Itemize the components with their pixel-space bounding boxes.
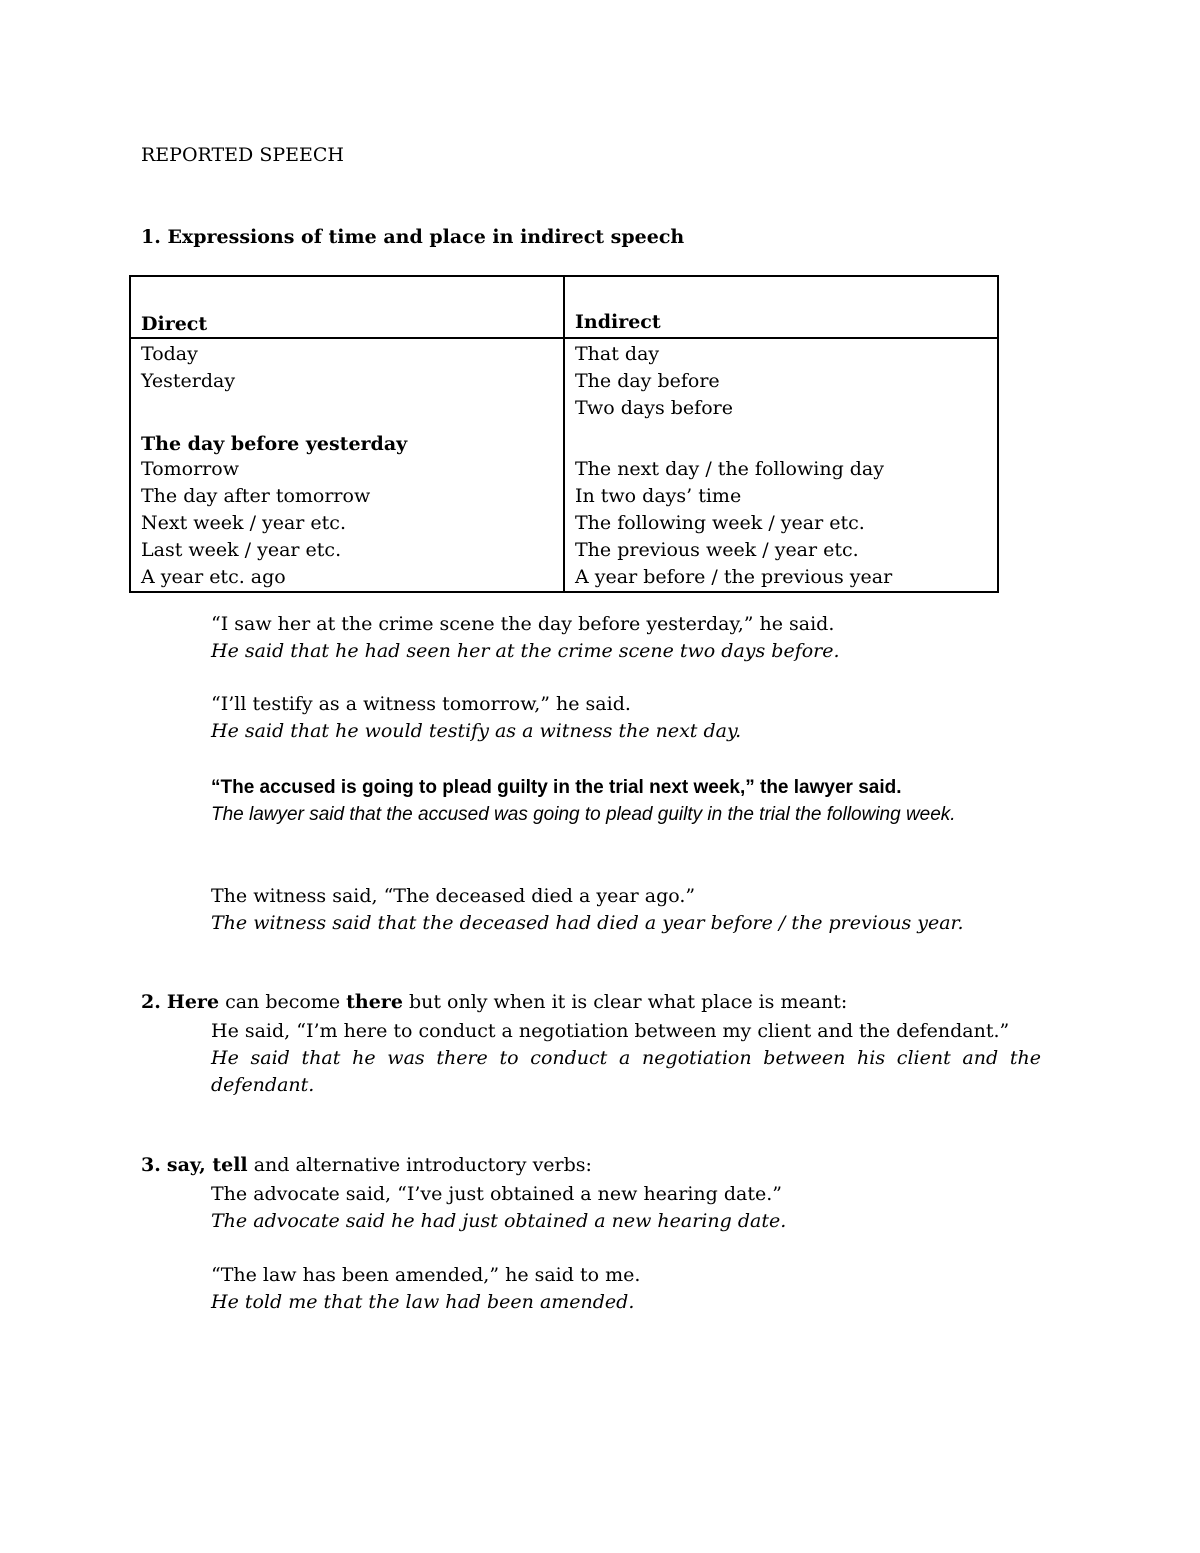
- example-direct: He said, “I’m here to conduct a negotiation between my client and the defendant.”: [211, 1020, 1010, 1042]
- example-reported: He said that he would testify as a witness the next day.: [211, 720, 742, 742]
- keyword-there: there: [346, 991, 403, 1013]
- keywords-say-tell: say, tell: [166, 1154, 248, 1176]
- example-1: [211, 611, 1041, 665]
- example-4: [211, 883, 1041, 937]
- page-title: REPORTED SPEECH: [141, 144, 344, 166]
- table-cell: Last week / year etc.: [141, 539, 342, 561]
- section-2-heading: [141, 991, 847, 1013]
- table-cell: A year etc. ago: [141, 566, 286, 588]
- keyword-here: Here: [166, 991, 220, 1013]
- table-cell: Today: [141, 343, 198, 365]
- example-reported: The lawyer said that the accused was going to plead guilty in the trial the following week.: [211, 804, 956, 825]
- indirect-column: [564, 338, 998, 592]
- table-cell: In two days’ time: [575, 485, 742, 507]
- table-header-row: [130, 276, 998, 338]
- table-cell: That day: [575, 343, 660, 365]
- section-2-number: 2.: [141, 991, 161, 1013]
- example-5: [211, 1018, 1041, 1099]
- example-direct: “The law has been amended,” he said to me.: [211, 1264, 641, 1286]
- example-direct: “I saw her at the crime scene the day before yesterday,” he said.: [211, 613, 835, 635]
- table-cell: Yesterday: [141, 370, 236, 392]
- table-cell: [141, 395, 553, 424]
- table-cell: Two days before: [575, 397, 733, 419]
- section-3-heading: [141, 1154, 592, 1176]
- header-direct: Direct: [130, 276, 564, 338]
- section-3-text: and alternative introductory verbs:: [253, 1154, 592, 1176]
- table-cell: The day before yesterday: [141, 433, 408, 455]
- section-1-heading: 1. Expressions of time and place in indirect speech: [141, 226, 685, 248]
- table-cell: The day after tomorrow: [141, 485, 371, 507]
- table-cell: The previous week / year etc.: [575, 539, 859, 561]
- table-cell: The next day / the following day: [575, 458, 884, 480]
- table-cell: [575, 424, 987, 456]
- example-direct: The advocate said, “I’ve just obtained a new hearing date.”: [211, 1183, 782, 1205]
- table-cell: A year before / the previous year: [575, 566, 893, 588]
- example-6: [211, 1181, 1041, 1235]
- table-cell: Next week / year etc.: [141, 512, 346, 534]
- header-indirect: Indirect: [564, 276, 998, 338]
- table-cell: The day before: [575, 370, 720, 392]
- example-reported: He said that he had seen her at the crime scene two days before.: [211, 640, 840, 662]
- example-direct: “I’ll testify as a witness tomorrow,” he said.: [211, 693, 631, 715]
- table-body-row: [130, 338, 998, 592]
- example-reported: The advocate said he had just obtained a new hearing date.: [211, 1210, 787, 1232]
- section-2-text: can become: [225, 991, 341, 1013]
- section-2-text-rest: but only when it is clear what place is meant:: [408, 991, 848, 1013]
- direct-column: [130, 338, 564, 592]
- example-direct: The witness said, “The deceased died a year ago.”: [211, 885, 696, 907]
- example-reported: The witness said that the deceased had died a year before / the previous year.: [211, 912, 964, 934]
- example-reported: He told me that the law had been amended.: [211, 1291, 635, 1313]
- time-place-table: [129, 275, 999, 593]
- example-2: [211, 691, 1041, 745]
- example-direct: “The accused is going to plead guilty in the trial next week,” the lawyer said.: [211, 777, 902, 798]
- section-3-number: 3.: [141, 1154, 161, 1176]
- table-cell: Tomorrow: [141, 458, 239, 480]
- example-7: [211, 1262, 1041, 1316]
- table-cell: The following week / year etc.: [575, 512, 865, 534]
- example-reported: He said that he was there to conduct a negotiation between his client and the defendant.: [211, 1047, 1041, 1096]
- example-3: [211, 774, 1029, 828]
